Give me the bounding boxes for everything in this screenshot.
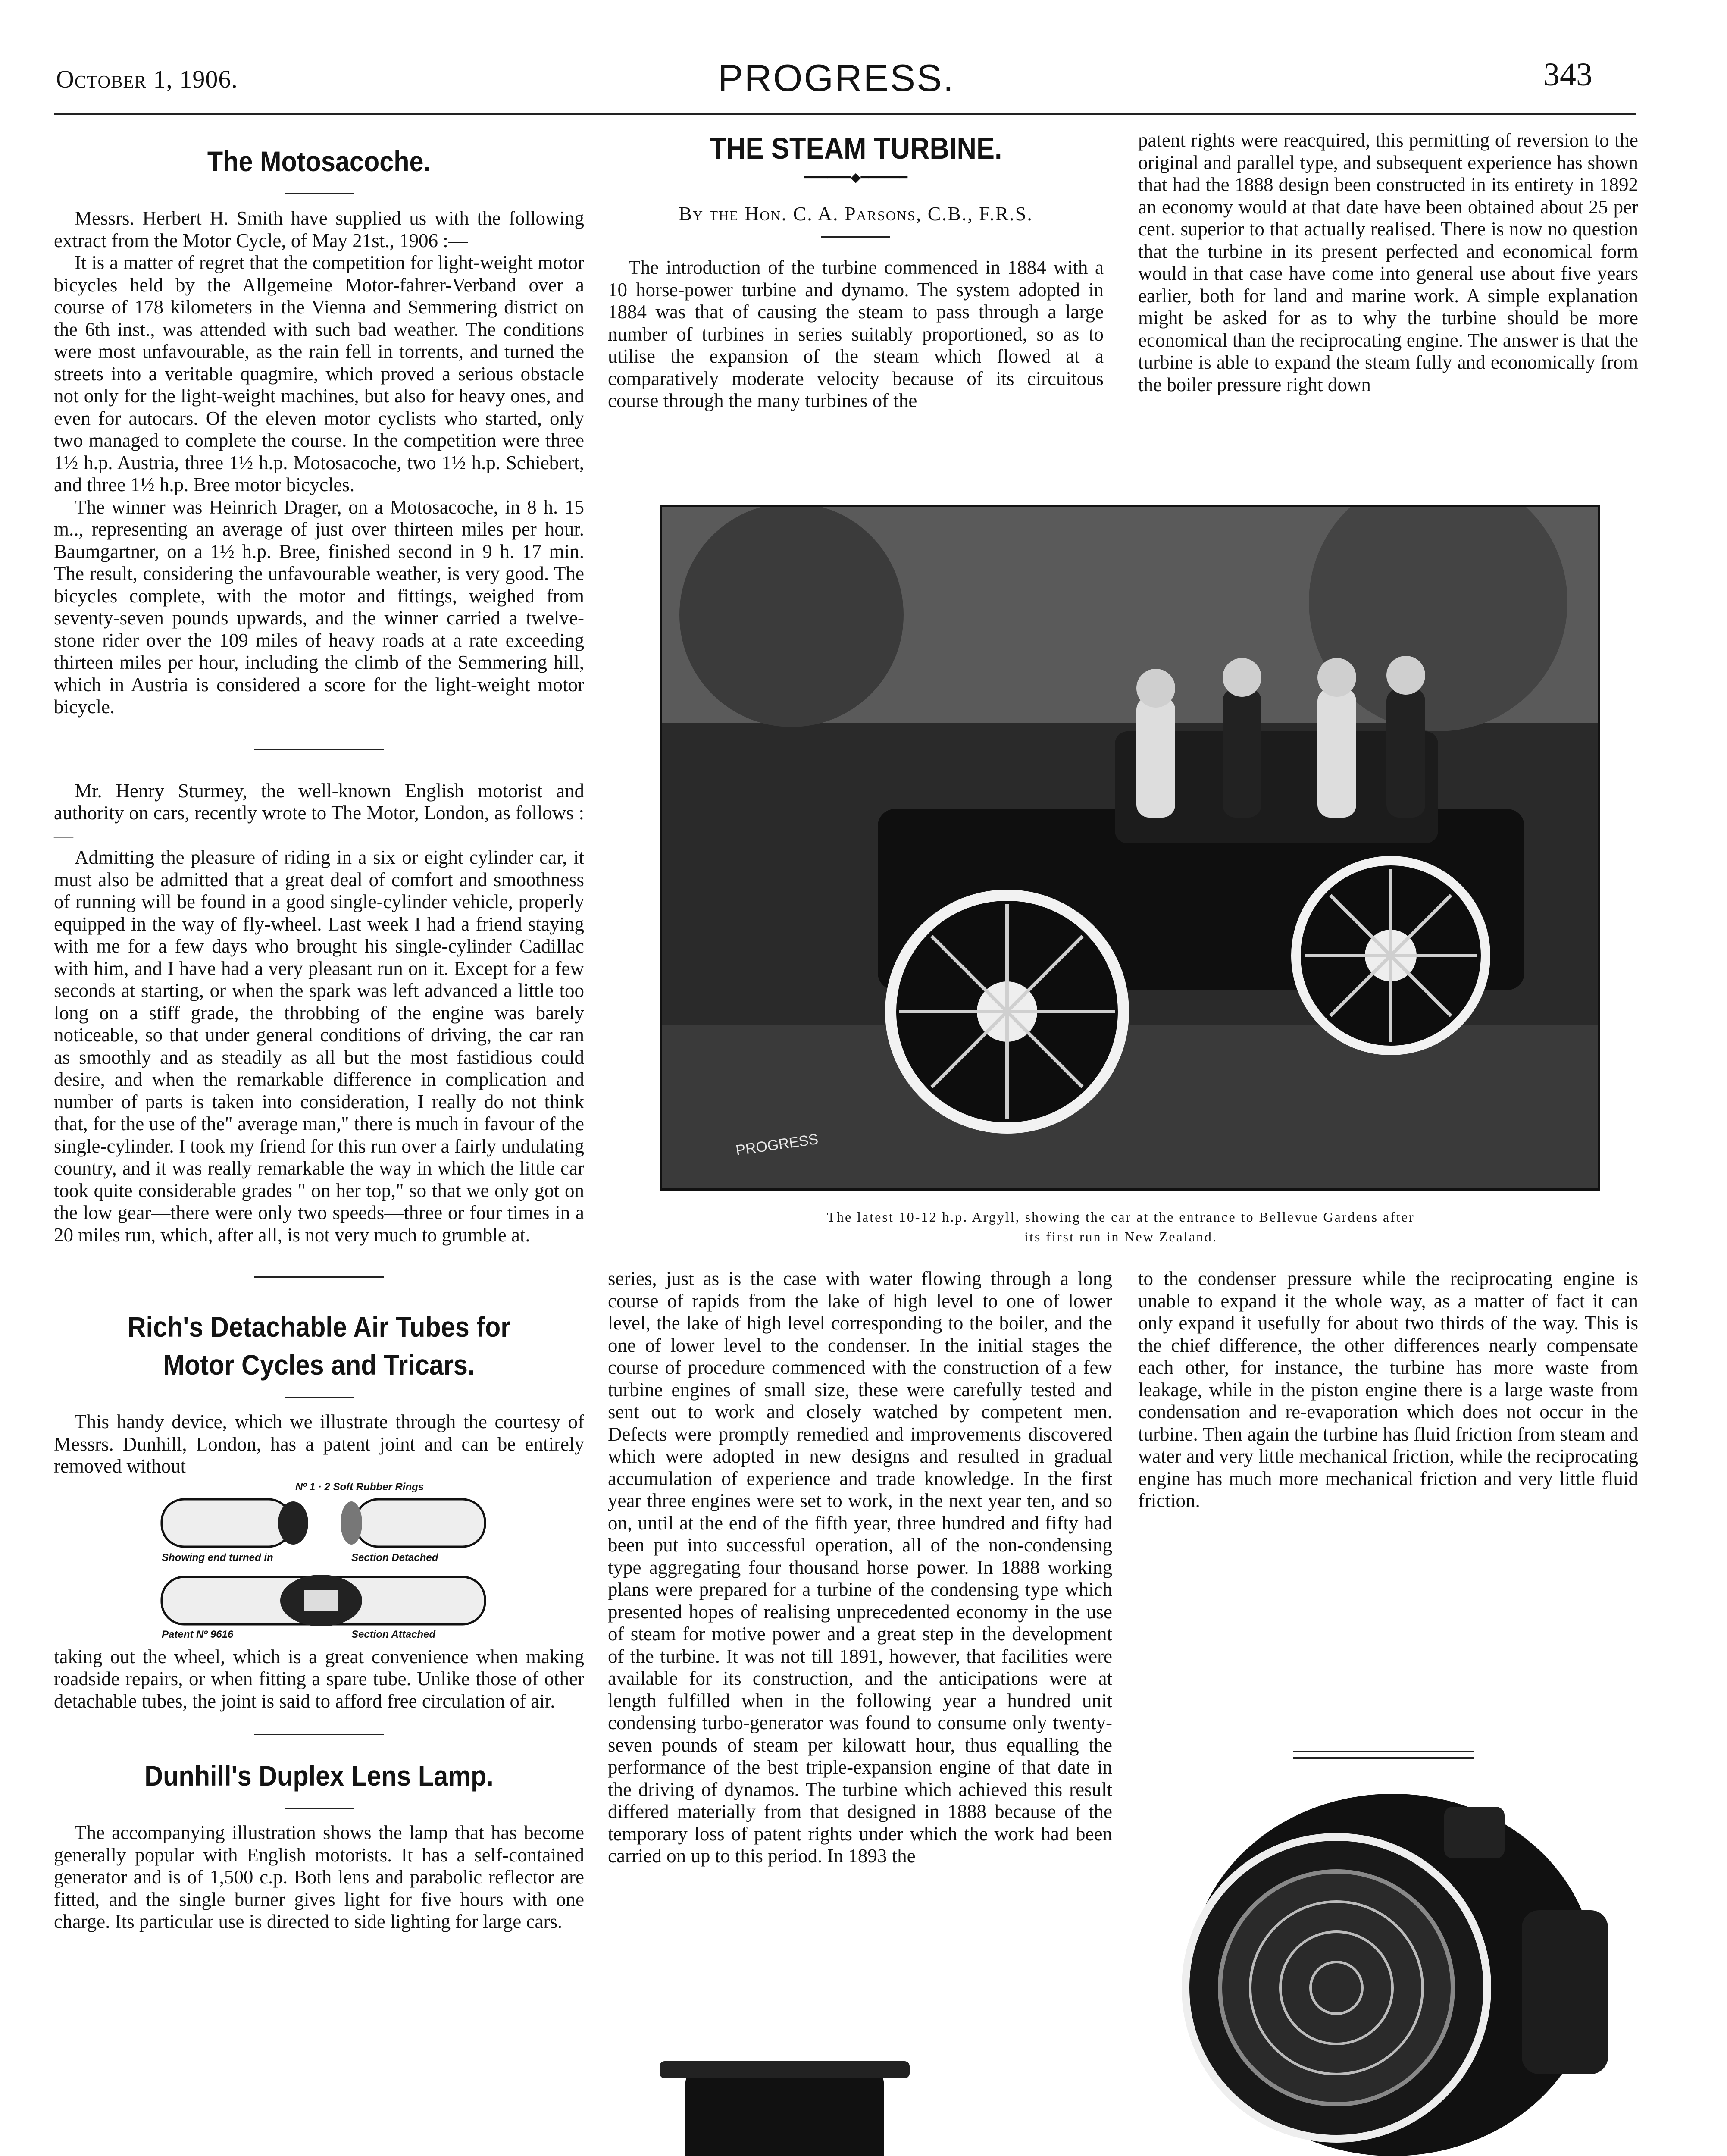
page-number: 343 [1543, 56, 1592, 93]
air-tube-figure [54, 1478, 584, 1646]
cadillac-car-photo [621, 2035, 1099, 2156]
turbine-col3-mid: to the condenser pressure while the reciprocating engine is unable to expand it the whole way, as a matter of fact it can only expand it usefully for about two thirds of the way. This is the chief difference, the other differences nearly compensate each other, for instance, the turbine has more waste from leakage, while in the piston engine there is a large waste from condensation and re-evaporation which does not occur in the turbine. Then again the turbine has fluid friction from steam and water and very little mechanical friction, while the reciprocating engine has much more mechanical friction and very little fluid friction. [1138, 1268, 1638, 1511]
argyll-caption-line-2: its first run in New Zealand. [1024, 1229, 1217, 1244]
issue-date: October 1, 1906. [56, 65, 238, 93]
byline-rule [821, 236, 890, 238]
ornament-rule: ━━━━━━◆━━━━━━ [804, 170, 907, 185]
figure-label-showing: Showing end turned in [162, 1551, 273, 1564]
rich-heading-line-2: Motor Cycles and Tricars. [163, 1349, 475, 1381]
rich-after: taking out the wheel, which is a great convenience when making roadside repairs, or when fitting a spare tube. Unlike those of other detachable tubes, the joint is said to afford free circulation of air. [54, 1645, 584, 1712]
argyll-car-photo [660, 505, 1600, 1191]
rich-heading-line-1: Rich's Detachable Air Tubes for [127, 1311, 511, 1343]
double-rule-top [1293, 1751, 1474, 1752]
turbine-col3-top: patent rights were reacquired, this permitting of reversion to the original and parallel type, and subsequent experience has shown that had the 1888 design been constructed in its entirety in 1892 an economy would at that date have been obtained about 25 per cent. superior to that actually realised. There is now no question that the turbine in its present perfected and economical form would in that case have come into general use about five years earlier, both for land and marine work. A simple explanation might be asked for as to why the turbine should be more economical than the reciprocating engine. The answer is that the turbine is able to expand the steam fully and economically from the boiler pressure right down [1138, 129, 1638, 395]
rich-intro: This handy device, which we illustrate through the courtesy of Messrs. Dunhill, London, has a patent joint and can be entirely removed without [54, 1411, 584, 1477]
sturmey-para-2: Admitting the pleasure of riding in a six or eight cylinder car, it must also be admitted that a great deal of comfort and smoothness of running will be found in a good single-cylinder vehicle, properly equipped in the way of fly-wheel. Last week I had a friend staying with me for a few days who brought his single-cylinder Cadillac with him, and I have had a very pleasant run on it. Except for a few seconds at starting, or when the spark was left advanced a little too long on a stiff grade, the throbbing of the engine was barely noticeable, so that under general conditions of driving, the car ran as smoothly and as steadily as all but the most fastidious could desire, and when the remarkable difference in complication and number of parts is taken into consideration, I really do not think that, for the use of the" average man," there is much in favour of the single-cylinder. I took my friend for this run over a fairly undulating country, and it was really remarkable the way in which the little car took quite considerable grades " on her top," so that we only got on the low gear—there were only two speeds—three or four times in a 20 miles run, which, after all, is not very much to grumble at. [54, 846, 584, 1246]
heading-rule [285, 193, 354, 194]
air-tube-illustration [54, 1478, 584, 1646]
section-divider [254, 749, 384, 750]
cadillac-illustration [621, 2035, 1099, 2156]
double-rule-bottom [1293, 1757, 1474, 1759]
argyll-caption-line-1: The latest 10-12 h.p. Argyll, showing the car at the entrance to Bellevue Gardens after [827, 1209, 1415, 1225]
motosacoche-para-1: Messrs. Herbert H. Smith have supplied us with the following extract from the Motor Cycle, of May 21st., 1906 :— [54, 207, 584, 251]
section-divider [254, 1734, 384, 1735]
progress-stamp: PROGRESS [735, 1131, 820, 1159]
column-right-top [1138, 129, 1638, 396]
heading-rule [285, 1808, 354, 1809]
dunhill-heading: Dunhill's Duplex Lens Lamp. [144, 1760, 494, 1792]
figure-label-patent: Patent Nº 9616 [162, 1628, 234, 1640]
figure-label-attached: Section Attached [351, 1628, 436, 1640]
turbine-byline: By the Hon. C. A. Parsons, C.B., F.R.S. [679, 203, 1033, 225]
column-middle-body [608, 1268, 1112, 1868]
lamp-photo [1142, 1789, 1638, 2156]
lamp-illustration [1142, 1789, 1638, 2156]
heading-rule [285, 1397, 354, 1398]
argyll-photo-image [662, 507, 1598, 1188]
motosacoche-para-2: It is a matter of regret that the competition for light-weight motor bicycles held by the Allgemeine Motor-fahrer-Verband over a course of 178 kilometers in the Vienna and Semmering district on the 6th inst., was attended with such bad weather. The conditions were most unfavourable, as the rain fell in torrents, and turned the streets into a veritable quagmire, which proved a serious obstacle not only for the light-weight machines, but also for heavy ones, and even for autocars. Of the eleven motor cyclists who started, only two managed to complete the course. In the competition were three 1½ h.p. Austria, three 1½ h.p. Motosacoche, two 1½ h.p. Schiebert, and three 1½ h.p. Bree motor bicycles. [54, 252, 584, 495]
column-right-body [1138, 1268, 1638, 1512]
turbine-col2-mid: series, just as is the case with water flowing through a long course of rapids from the lake of high level to one of lower level, the lake of high level corresponding to the boiler, and the one of lower level to the condenser. In the initial stages the course of procedure commenced with the construction of a few turbine engines of small size, these were carefully tested and sent out to work and closely watched by competent men. Defects were promptly remedied and improvements discovered which were adopted in new designs and resulted in gradual accumulation of experience and trade knowledge. In the first year three engines were set to work, in the next year ten, and so on, until at the end of the fifth year, three hundred and fifty had been put into successful operation, all of the non-condensing type aggregating four thousand horse power. In 1888 working plans were prepared for a turbine of the condensing type which presented hopes of realising unprecedented economy in the use of steam for motive power and a great step in the development of the turbine. It was not till 1891, however, that facilities were available for its construction, and the anticipations were at length fulfilled when in the following year a hundred unit condensing turbo-generator was found to consume only twenty-seven pounds of steam per kilowatt hour, thus equalling the performance of the best triple-expansion engine of that date in the driving of dynamos. The turbine which achieved this result differed materially from that designed in 1888 because of the temporary loss of patent rights under which the work had been carried on up to this period. In 1893 the [608, 1268, 1112, 1867]
sturmey-para-1: Mr. Henry Sturmey, the well-known English motorist and authority on cars, recently wrote to The Motor, London, as follows :— [54, 780, 584, 846]
masthead-title: PROGRESS. [717, 56, 955, 99]
figure-label-rings: Nº 1 · 2 Soft Rubber Rings [295, 1481, 424, 1493]
turbine-intro: The introduction of the turbine commenced in 1884 with a 10 horse-power turbine and dynamo. The system adopted in 1884 was that of causing the steam to pass through a large number of turbines in series suitably proportioned, so as to utilise the expansion of the steam which flowed at a comparatively moderate velocity because of its circuitous course through the many turbines of the [608, 257, 1104, 411]
motosacoche-heading: The Motosacoche. [207, 145, 431, 177]
section-divider [254, 1276, 384, 1278]
turbine-heading: THE STEAM TURBINE. [709, 132, 1002, 165]
dunhill-para: The accompanying illustration shows the lamp that has become generally popular with English motorists. It has a self-contained generator and is of 1,500 c.p. Both lens and parabolic reflector are fitted, and the single burner gives light for five hours with one charge. Its particular use is directed to side lighting for large cars. [54, 1822, 584, 1932]
column-left [54, 142, 584, 1933]
figure-label-detached: Section Detached [351, 1551, 438, 1564]
motosacoche-para-3: The winner was Heinrich Drager, on a Motosacoche, in 8 h. 15 m.., representing an average of just over thirteen miles per hour. Baumgartner, on a 1½ h.p. Bree, finished second in 9 h. 17 min. The result, considering the unfavourable weather, is very good. The bicycles complete, with the motor and fittings, weighed from seventy-seven pounds upwards, and the winner carried a twelve-stone rider over the 109 miles of heavy roads at a rate exceeding thirteen miles per hour, including the climb of the Semmering hill, which in Austria is considered a score for the light-weight motor bicycle. [54, 496, 584, 718]
column-middle-top [608, 129, 1104, 412]
header-rule [54, 113, 1636, 115]
